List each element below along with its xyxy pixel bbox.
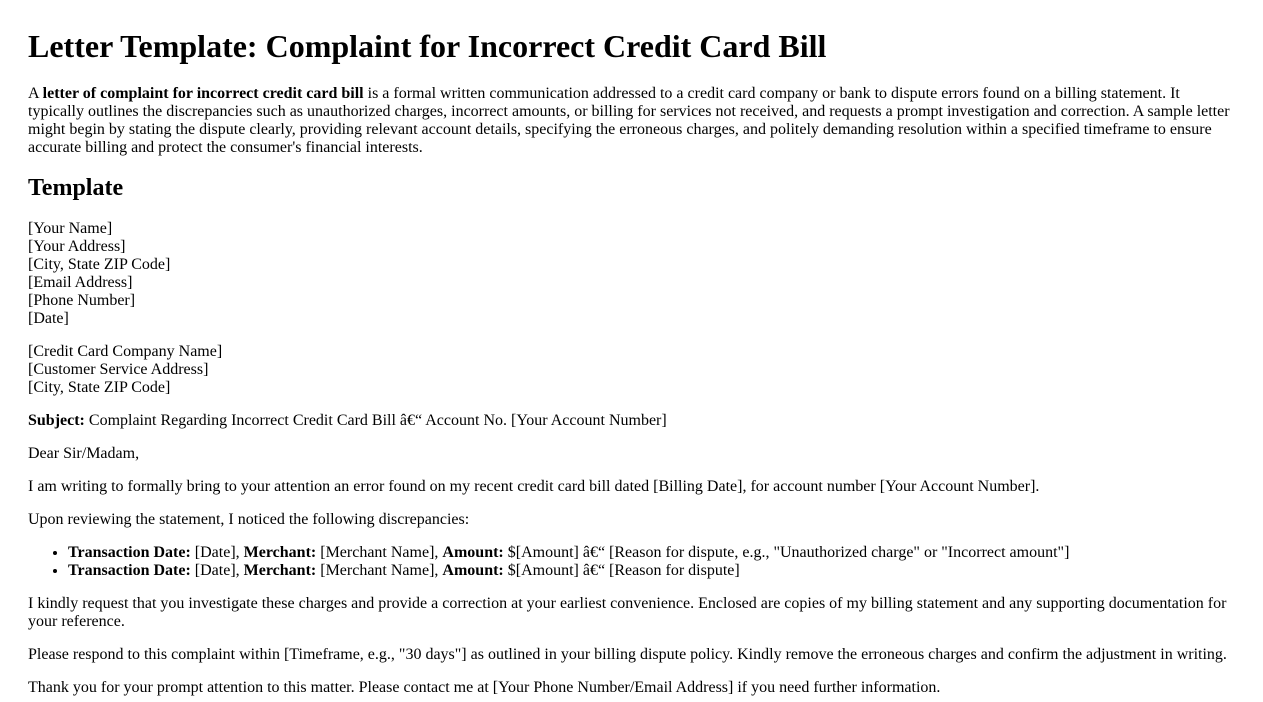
transaction-date-label: Transaction Date:	[68, 544, 191, 562]
merchant-label: Merchant:	[243, 544, 317, 562]
sender-address-block	[28, 220, 1235, 328]
discrepancy-item	[68, 562, 1235, 580]
discrepancy-item	[68, 544, 1235, 562]
amount-label: Amount:	[442, 544, 504, 562]
subject-text: Complaint Regarding Incorrect Credit Card Bill â€“ Account No. [Your Account Number]	[84, 412, 667, 430]
subject-label: Subject:	[28, 412, 85, 430]
transaction-date-label: Transaction Date:	[68, 562, 191, 580]
address-line-service-address: [Customer Service Address]	[28, 361, 209, 379]
transaction-date-value: [Date],	[190, 562, 244, 580]
address-line-city-state-zip: [City, State ZIP Code]	[28, 256, 171, 274]
intro-prefix: A	[28, 84, 43, 102]
address-line-your-name: [Your Name]	[28, 220, 113, 238]
transaction-date-value: [Date],	[190, 544, 244, 562]
discrepancy-list	[28, 544, 1235, 580]
address-line-phone: [Phone Number]	[28, 292, 136, 310]
address-line-email: [Email Address]	[28, 274, 133, 292]
address-line-recipient-city-state-zip: [City, State ZIP Code]	[28, 379, 171, 397]
page-title: Letter Template: Complaint for Incorrect Credit Card Bill	[28, 28, 827, 64]
address-line-your-address: [Your Address]	[28, 238, 126, 256]
paragraph-request: I kindly request that you investigate these charges and provide a correction at your earliest convenience. Enclosed are copies of my billing statement and any supporting documentation for your reference.	[28, 595, 1227, 631]
salutation: Dear Sir/Madam,	[28, 445, 140, 463]
merchant-label: Merchant:	[243, 562, 317, 580]
subject-line	[28, 412, 1235, 430]
intro-body-text: is a formal written communication addressed to a credit card company or bank to dispute errors found on a billing statement. It typically outlines the discrepancies such as unauthorized charges, incorrect amounts, or billing for services not received, and requests a prompt investigation and correction. A sample letter might begin by stating the dispute clearly, providing relevant account details, specifying the erroneous charges, and politely demanding resolution within a specified timeframe to ensure accurate billing and protect the consumer's financial interests.	[28, 84, 1230, 156]
recipient-address-block	[28, 343, 1235, 397]
address-line-date: [Date]	[28, 310, 69, 328]
paragraph-opening: I am writing to formally bring to your attention an error found on my recent credit card bill dated [Billing Date], for account number [Your Account Number].	[28, 478, 1040, 496]
amount-value: $[Amount] â€“ [Reason for dispute]	[503, 562, 740, 580]
merchant-value: [Merchant Name],	[316, 544, 443, 562]
amount-label: Amount:	[442, 562, 504, 580]
template-section-heading: Template	[28, 174, 124, 201]
merchant-value: [Merchant Name],	[316, 562, 443, 580]
intro-bold-term: letter of complaint for incorrect credit card bill	[42, 84, 364, 102]
paragraph-discrepancies-intro: Upon reviewing the statement, I noticed the following discrepancies:	[28, 511, 470, 529]
address-line-company-name: [Credit Card Company Name]	[28, 343, 223, 361]
paragraph-closing: Thank you for your prompt attention to this matter. Please contact me at [Your Phone Number/Email Address] if you need further information.	[28, 679, 941, 697]
paragraph-respond: Please respond to this complaint within [Timeframe, e.g., "30 days"] as outlined in your billing dispute policy. Kindly remove the erroneous charges and confirm the adjustment in writing.	[28, 646, 1227, 664]
amount-value: $[Amount] â€“ [Reason for dispute, e.g., "Unauthorized charge" or "Incorrect amount"]	[503, 544, 1070, 562]
intro-paragraph	[28, 85, 1235, 157]
